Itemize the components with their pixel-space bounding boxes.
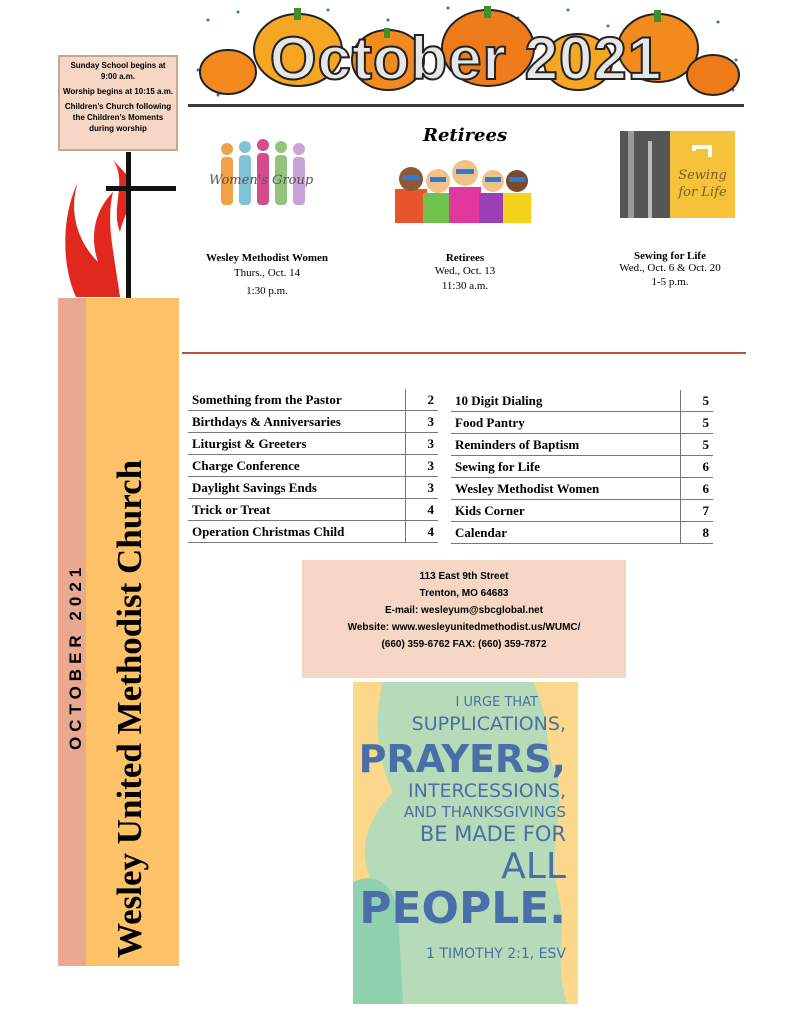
notice-sunday-school: Sunday School begins at 9:00 a.m. (70, 61, 166, 81)
notice-worship: Worship begins at 10:15 a.m. (62, 87, 174, 96)
event-womens (204, 252, 330, 299)
toc-row (451, 456, 713, 478)
sewing-image (620, 131, 735, 218)
toc-title: Wesley Methodist Women (451, 478, 681, 500)
toc-row (188, 521, 438, 543)
toc-row (451, 522, 713, 544)
toc-page-number: 4 (406, 521, 439, 543)
event-sewing-date: Wed., Oct. 6 & Oct. 20 (619, 262, 721, 274)
verse-line-1: I URGE THAT (455, 695, 538, 710)
toc-title: Sewing for Life (451, 456, 681, 478)
toc-title: Kids Corner (451, 500, 681, 522)
toc-title: Operation Christmas Child (188, 521, 406, 543)
womens-group-image (205, 135, 329, 215)
toc-row (451, 478, 713, 500)
contact-box (302, 560, 626, 678)
event-sewing-title: Sewing for Life (634, 250, 706, 262)
address-website: Website: www.wesleyunitedmethodist.us/WUMC/ (347, 622, 581, 633)
toc-page-number: 3 (406, 411, 439, 433)
cross-and-flame-logo (58, 152, 180, 298)
toc-title: Calendar (451, 522, 681, 544)
event-womens-date: Thurs., Oct. 14 (233, 267, 301, 279)
toc-page-number: 5 (681, 390, 714, 412)
toc-page-number: 5 (681, 434, 714, 456)
toc-page-number: 3 (406, 455, 439, 477)
verse-line-4: INTERCESSIONS, (408, 780, 566, 802)
toc-page-number: 3 (406, 477, 439, 499)
event-sewing (600, 250, 740, 289)
retirees-image (393, 125, 533, 225)
toc-title: Reminders of Baptism (451, 434, 681, 456)
toc-row (451, 412, 713, 434)
verse-line-6: BE MADE FOR (419, 822, 566, 846)
sewing-machine-photo (620, 131, 670, 218)
toc-page-number: 7 (681, 500, 714, 522)
sewing-image-text: Sewing for Life (678, 168, 727, 200)
event-womens-time: 1:30 p.m. (246, 285, 288, 297)
verse-text (353, 696, 578, 961)
toc-title: Daylight Savings Ends (188, 477, 406, 499)
event-sewing-time: 1-5 p.m. (651, 276, 689, 288)
sewing-for-life-panel (670, 131, 735, 218)
toc-title: Something from the Pastor (188, 389, 406, 411)
toc-title: 10 Digit Dialing (451, 390, 681, 412)
toc-page-number: 3 (406, 433, 439, 455)
address-city: Trenton, MO 64683 (419, 588, 509, 599)
womens-group-image-text: Women's Group (209, 173, 314, 188)
toc-title: Charge Conference (188, 455, 406, 477)
verse-line-8: PEOPLE. (359, 883, 566, 934)
retirees-image-text: Retirees (423, 125, 508, 146)
toc-page-number: 8 (681, 522, 714, 544)
verse-line-2: SUPPLICATIONS, (411, 713, 566, 735)
event-retirees-time: 11:30 a.m. (441, 280, 489, 292)
toc-row (451, 390, 713, 412)
sidebar-church-name: Wesley United Methodist Church (110, 459, 149, 958)
toc-left-table (188, 389, 438, 543)
address-street: 113 East 9th Street (419, 571, 509, 582)
toc-row (188, 477, 438, 499)
verse-line-7: ALL (501, 846, 566, 887)
toc-title: Birthdays & Anniversaries (188, 411, 406, 433)
banner-title: October 2021 (269, 25, 663, 92)
toc-row (451, 500, 713, 522)
toc-title: Food Pantry (451, 412, 681, 434)
address-phone: (660) 359-6762 FAX: (660) 359-7872 (381, 639, 547, 650)
event-womens-title: Wesley Methodist Women (205, 252, 328, 264)
verse-line-3: PRAYERS, (358, 737, 566, 781)
toc-row (188, 389, 438, 411)
section-rule (182, 352, 746, 354)
toc-page-number: 5 (681, 412, 714, 434)
service-times-notice (58, 55, 178, 151)
toc-page-number: 4 (406, 499, 439, 521)
toc-page-number: 2 (406, 389, 439, 411)
toc-row (188, 455, 438, 477)
verse-poster (353, 682, 578, 1004)
verse-line-5: AND THANKSGIVINGS (403, 803, 566, 821)
toc-row (188, 411, 438, 433)
toc-row (451, 434, 713, 456)
verse-reference: 1 TIMOTHY 2:1, ESV (426, 946, 566, 962)
notice-childrens-church: Children’s Church following the Children’s Moments during worship (64, 102, 172, 133)
toc-title: Trick or Treat (188, 499, 406, 521)
toc-right-table (451, 390, 713, 544)
event-retirees-title: Retirees (445, 252, 485, 264)
event-retirees-date: Wed., Oct. 13 (434, 265, 496, 277)
toc-row (188, 433, 438, 455)
address-email: E-mail: wesleyum@sbcglobal.net (384, 605, 544, 616)
sidebar-month-label: OCTOBER 2021 (66, 562, 85, 750)
sewing-machine-icon (690, 141, 716, 159)
event-retirees (400, 252, 530, 294)
banner-rule (188, 104, 744, 107)
toc-title: Liturgist & Greeters (188, 433, 406, 455)
toc-page-number: 6 (681, 478, 714, 500)
toc-row (188, 499, 438, 521)
toc-page-number: 6 (681, 456, 714, 478)
